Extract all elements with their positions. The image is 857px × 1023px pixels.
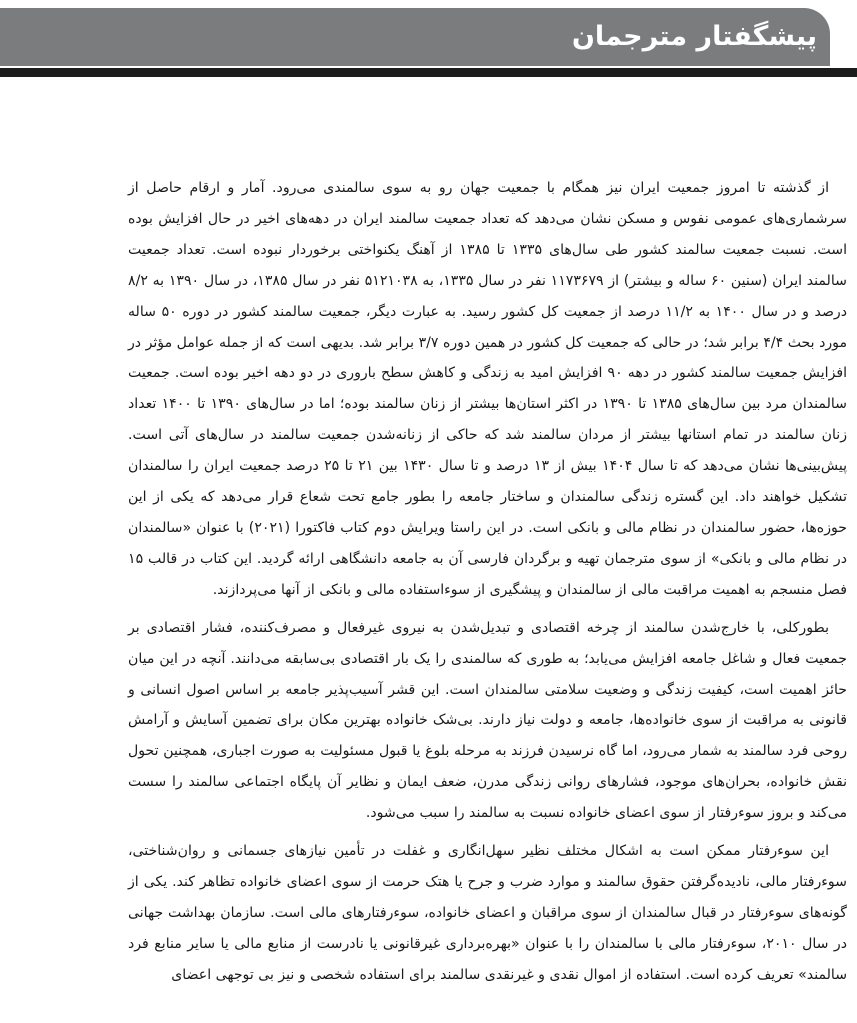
body-text — [128, 173, 847, 998]
page-title: پیشگفتار مترجمان — [571, 21, 817, 52]
paragraph-1: از گذشته تا امروز جمعیت ایران نیز همگام با جمعیت جهان رو به سوی سالمندی می‌رود. آمار و ارقام حاصل از سرشماری‌های عمومی نفوس و مسکن نشان می‌دهد که تعداد جمعیت سالمند ایران در دهه‌های اخیر در حال افزایش بوده است. نسبت جمعیت سالمند کشور طی سال‌های ۱۳۳۵ تا ۱۳۸۵ از آهنگ یکنواختی برخوردار نبوده است. تعداد جمعیت سالمند ایران (سنین ۶۰ ساله و بیشتر) از ۱۱۷۳۶۷۹ نفر در سال ۱۳۳۵، به ۵۱۲۱۰۳۸ نفر در سال ۱۳۸۵، در سال ۱۳۹۰ به ۸/۲ درصد و در سال ۱۴۰۰ به ۱۱/۲ درصد از جمعیت کل کشور رسید. به عبارت دیگر، جمعیت سالمند کشور در دوره ۵۰ ساله مورد بحث ۴/۴ برابر شد؛ در حالی که جمعیت کل کشور در همین دوره ۳/۷ برابر شد. بدیهی است که از جمله عوامل مؤثر در افزایش جمعیت سالمند کشور در دهه ۹۰ افزایش امید به زندگی و کاهش سطح باروری در دو دهه اخیر بوده است. جمعیت سالمندان مرد بین سال‌های ۱۳۸۵ تا ۱۳۹۰ در اکثر استان‌ها بیشتر از زنان سالمند بوده؛ اما در سال‌های ۱۳۹۰ تا ۱۴۰۰ تعداد زنان سالمند در تمام استانها بیشتر از مردان سالمند شد که حاکی از زنانه‌شدن جمعیت سالمند در سال‌های آتی است. پیش‌بینی‌ها نشان می‌دهد که تا سال ۱۴۰۴ بیش از ۱۳ درصد و تا سال ۱۴۳۰ بین ۲۱ تا ۲۵ درصد جمعیت ایران را سالمندان تشکیل خواهند داد. این گستره زندگی سالمندان و ساختار جامعه را بطور جامع تحت شعاع قرار می‌دهد که یکی از این حوزه‌ها، حضور سالمندان در نظام مالی و بانکی است. در این راستا ویرایش دوم کتاب فاکتورا (۲۰۲۱) با عنوان «سالمندان در نظام مالی و بانکی» از سوی مترجمان تهیه و برگردان فارسی آن به جامعه دانشگاهی ارائه گردید. این کتاب در قالب ۱۵ فصل منسجم به اهمیت مراقبت مالی از سالمندان و پیشگیری از سوءاستفاده مالی و بانکی از آنها می‌پردازند. — [128, 180, 848, 598]
paragraph-3: این سوءرفتار ممکن است به اشکال مختلف نظیر سهل‌انگاری و غفلت در تأمین نیازهای جسمانی و روان‌شناختی، سوءرفتار مالی، نادیده‌گرفتن حقوق سالمند و موارد ضرب و جرح یا هتک حرمت از سوی اعضای خانواده تظاهر کند. یکی از گونه‌های سوءرفتار در قبال سالمندان از سوی مراقبان و اعضای خانواده، سوءرفتارهای مالی است. سازمان بهداشت جهانی در سال ۲۰۱۰، سوءرفتار مالی با سالمندان را با عنوان «بهره‌برداری غیرقانونی یا نادرست از منابع مالی یا سایر منابع فرد سالمند» تعریف کرده است. استفاده از اموال نقدی و غیرنقدی سالمند برای استفاده شخصی و نیز بی توجهی اعضای — [128, 843, 847, 983]
header-rule — [0, 68, 857, 77]
paragraph-2: بطورکلی، با خارج‌شدن سالمند از چرخه اقتصادی و تبدیل‌شدن به نیروی غیرفعال و مصرف‌کننده، فشار اقتصادی بر جمعیت فعال و شاغل جامعه افزایش می‌یابد؛ به طوری که سالمندی را یک بار اقتصادی بی‌سابقه می‌دانند. آنچه در این میان حائز اهمیت است، کیفیت زندگی و وضعیت سلامتی سالمندان است. این قشر آسیب‌پذیر جامعه بر اساس اصول انسانی و قانونی به مراقبت از سوی خانواده‌ها، جامعه و دولت نیاز دارند. بی‌شک خانواده بهترین مکان برای تضمین آسایش و آرامش روحی فرد سالمند به شمار می‌رود، اما گاه نرسیدن فرزند به مرحله بلوغ یا قبول مسئولیت به صورت اجباری، همچنین تحول نقش خانواده، بحران‌های موجود، فشارهای روانی زندگی مدرن، ضعف ایمان و نظایر آن پایگاه اجتماعی سالمند را سست می‌کند و بروز سوءرفتار از سوی اعضای خانواده نسبت به سالمند را سبب می‌شود. — [128, 619, 847, 822]
